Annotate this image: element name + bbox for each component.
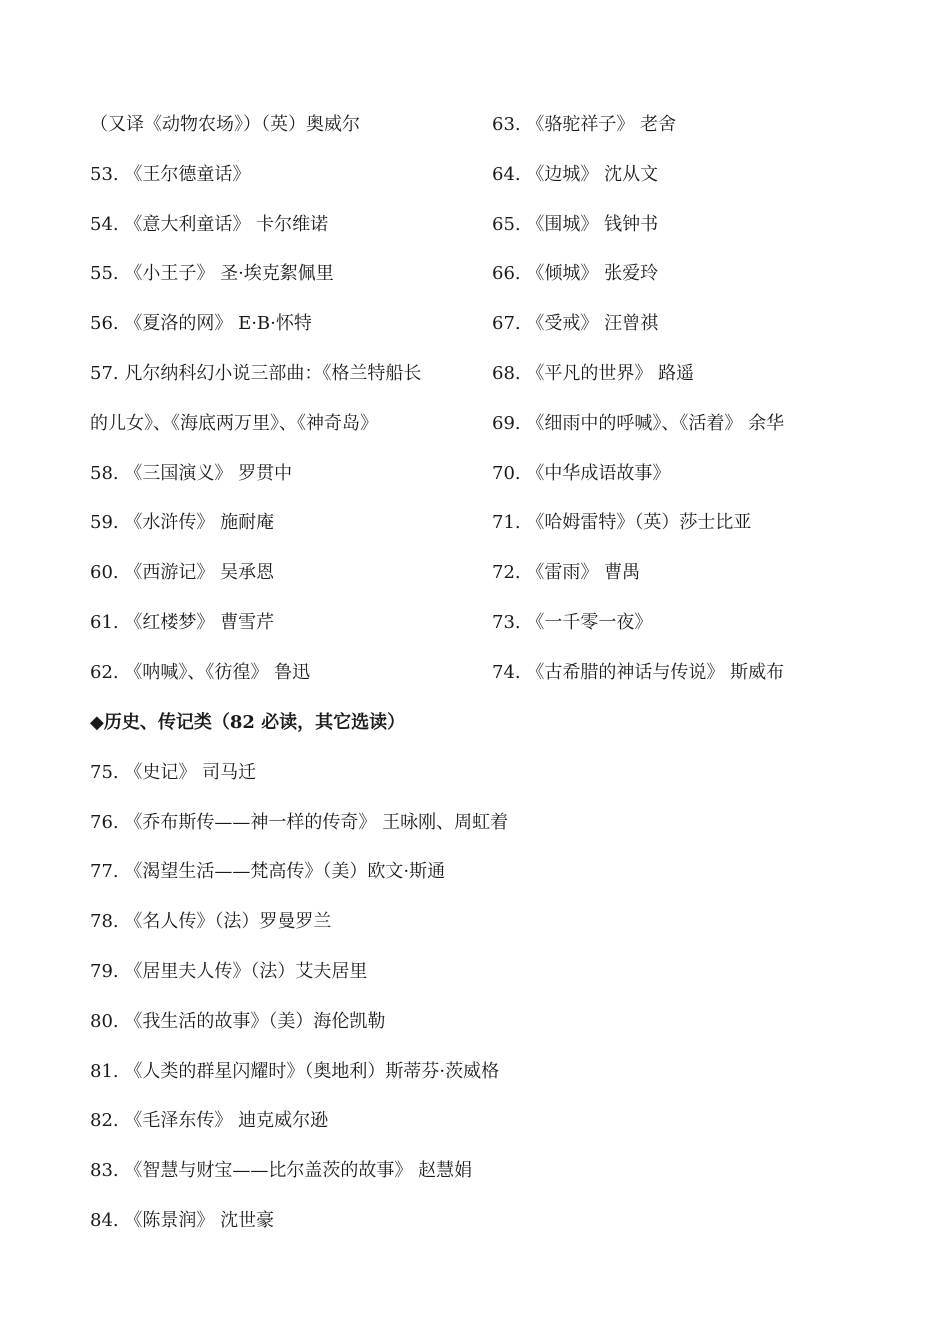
list-item: （又译《动物农场》）（英）奥威尔: [90, 114, 360, 135]
history-biography-section: [90, 698, 870, 1246]
list-item: 68. 《平凡的世界》 路遥: [492, 362, 695, 384]
list-item: 55. 《小王子》 圣·埃克絮佩里: [90, 263, 334, 285]
list-item: 65. 《围城》 钱钟书: [492, 213, 659, 235]
list-item: 63. 《骆驼祥子》 老舍: [492, 114, 677, 135]
list-item: 70. 《中华成语故事》: [492, 462, 671, 484]
list-item: 60. 《西游记》 吴承恩: [90, 562, 275, 584]
list-item: 79. 《居里夫人传》（法）艾夫居里: [90, 960, 368, 982]
list-item: 57. 凡尔纳科幻小说三部曲：《格兰特船长: [90, 362, 422, 384]
list-item: 75. 《史记》 司马迁: [90, 761, 257, 783]
list-item: 74. 《古希腊的神话与传说》 斯威布: [492, 661, 785, 683]
list-item: 53. 《王尔德童话》: [90, 163, 251, 185]
list-item: 77. 《渴望生活——梵高传》（美）欧文·斯通: [90, 861, 446, 883]
list-item: 84. 《陈景润》 沈世豪: [90, 1209, 275, 1231]
list-item: 54. 《意大利童话》 卡尔维诺: [90, 213, 329, 235]
list-item: 的儿女》、《海底两万里》、《神奇岛》: [90, 412, 378, 434]
list-item: 76. 《乔布斯传——神一样的传奇》 王咏刚、周虹着: [90, 811, 509, 833]
list-item: 71. 《哈姆雷特》（英）莎士比亚: [492, 512, 752, 534]
list-item: 62. 《呐喊》、《彷徨》 鲁迅: [90, 661, 311, 683]
list-item: 78. 《名人传》（法）罗曼罗兰: [90, 911, 332, 933]
list-item: 73. 《一千零一夜》: [492, 611, 653, 633]
list-item: 66. 《倾城》 张爱玲: [492, 263, 659, 285]
list-item: 80. 《我生活的故事》（美）海伦凯勒: [90, 1010, 386, 1032]
section-heading: ◆历史、传记类（82 必读，其它选读）: [90, 712, 406, 733]
list-item: 67. 《受戒》 汪曾祺: [492, 313, 659, 335]
list-item: 72. 《雷雨》 曹禺: [492, 562, 641, 584]
two-column-book-list: [90, 100, 870, 698]
list-item: 56. 《夏洛的网》 E·B·怀特: [90, 313, 312, 335]
list-item: 82. 《毛泽东传》 迪克威尔逊: [90, 1110, 329, 1132]
left-column: [90, 100, 492, 698]
list-item: 61. 《红楼梦》 曹雪芹: [90, 611, 275, 633]
right-column: [492, 100, 870, 698]
list-item: 64. 《边城》 沈从文: [492, 163, 659, 185]
list-item: 59. 《水浒传》 施耐庵: [90, 512, 275, 534]
list-item: 58. 《三国演义》 罗贯中: [90, 462, 293, 484]
list-item: 69. 《细雨中的呼喊》、《活着》 余华: [492, 412, 785, 434]
list-item: 83. 《智慧与财宝——比尔盖茨的故事》 赵慧娟: [90, 1160, 473, 1182]
list-item: 81. 《人类的群星闪耀时》（奥地利）斯蒂芬·茨威格: [90, 1060, 500, 1082]
